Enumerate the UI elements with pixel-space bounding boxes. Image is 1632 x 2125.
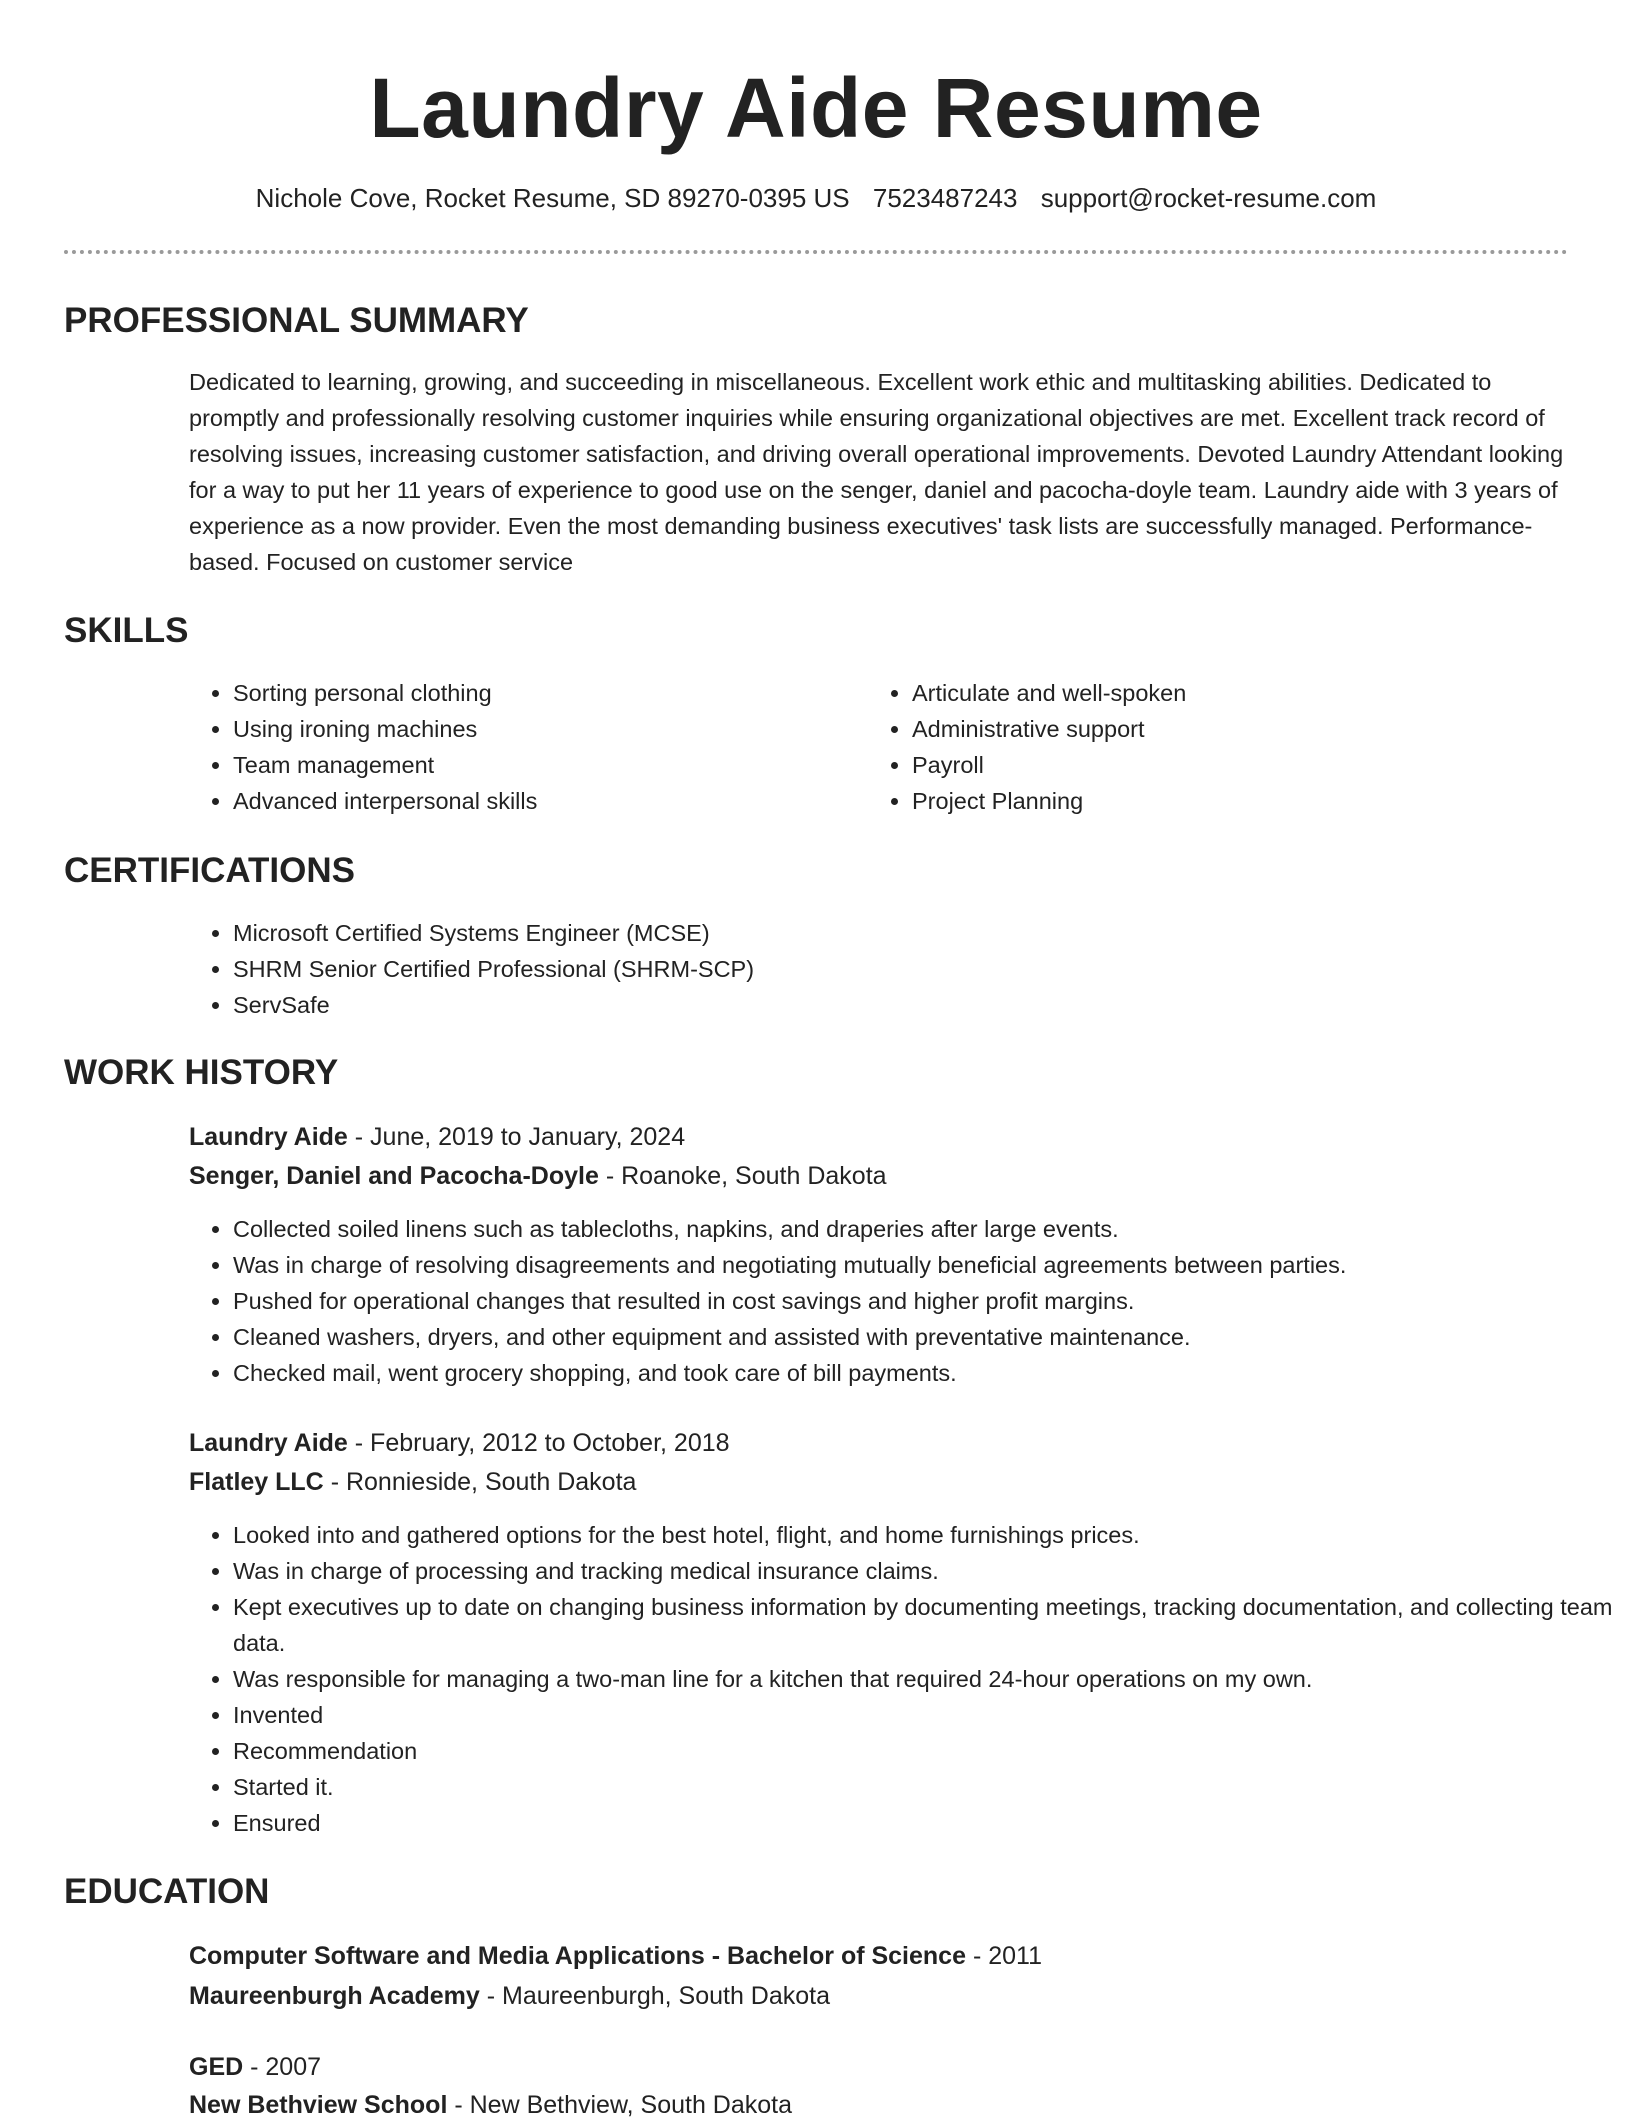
skill-item: • Articulate and well-spoken xyxy=(912,675,1532,711)
job-bullet: • Recommendation xyxy=(233,1733,1613,1769)
education-degree-line xyxy=(189,2047,321,2087)
education-degree-line xyxy=(189,1936,1042,1976)
job-bullet: • Pushed for operational changes that resulted in cost savings and higher profit margins. xyxy=(233,1283,1613,1319)
job-bullet: • Collected soiled linens such as tablecloths, napkins, and draperies after large events. xyxy=(233,1211,1613,1247)
job-title-line xyxy=(189,1423,730,1463)
education-year: - 2007 xyxy=(243,2053,322,2081)
job-company-line xyxy=(189,1156,887,1196)
job-bullet: • Looked into and gathered options for the best hotel, flight, and home furnishings prices. xyxy=(233,1517,1613,1553)
job-bullet: • Ensured xyxy=(233,1805,1613,1841)
certifications-list xyxy=(189,915,1533,1023)
job-bullet: • Kept executives up to date on changing business information by documenting meetings, tracking documentation, and collecting team data. xyxy=(233,1589,1613,1661)
education-degree: GED xyxy=(189,2053,244,2081)
skills-list-right xyxy=(868,675,1532,819)
certification-item: • ServSafe xyxy=(233,987,1533,1023)
skill-item: • Using ironing machines xyxy=(233,711,853,747)
job-bullets xyxy=(189,1517,1613,1841)
education-location: - Maureenburgh, South Dakota xyxy=(479,1982,831,2010)
job-bullet: • Invented xyxy=(233,1697,1613,1733)
job-title: Laundry Aide xyxy=(189,1429,348,1457)
summary-heading: PROFESSIONAL SUMMARY xyxy=(64,301,529,340)
certification-item: • SHRM Senior Certified Professional (SHRM-SCP) xyxy=(233,951,1533,987)
education-school: New Bethview School xyxy=(189,2091,448,2119)
resume-title: Laundry Aide Resume xyxy=(369,61,1263,155)
job-bullet: • Was in charge of resolving disagreements and negotiating mutually beneficial agreements between parties. xyxy=(233,1247,1613,1283)
job-bullet: • Cleaned washers, dryers, and other equipment and assisted with preventative maintenance. xyxy=(233,1319,1613,1355)
skill-item: • Administrative support xyxy=(912,711,1532,747)
education-school-line xyxy=(189,1976,830,2016)
certification-item: • Microsoft Certified Systems Engineer (MCSE) xyxy=(233,915,1533,951)
job-title-line xyxy=(189,1117,685,1157)
job-location: - Roanoke, South Dakota xyxy=(598,1162,887,1190)
contact-address: Nichole Cove, Rocket Resume, SD 89270-0395 US xyxy=(255,183,850,213)
header-divider xyxy=(64,250,1568,254)
skills-list-left xyxy=(189,675,853,819)
job-dates: - February, 2012 to October, 2018 xyxy=(347,1429,730,1457)
job-bullet: • Checked mail, went grocery shopping, and took care of bill payments. xyxy=(233,1355,1613,1391)
contact-line xyxy=(0,180,1632,216)
job-title: Laundry Aide xyxy=(189,1123,348,1151)
job-company: Senger, Daniel and Pacocha-Doyle xyxy=(189,1162,599,1190)
job-company-line xyxy=(189,1462,636,1502)
summary-text: Dedicated to learning, growing, and succeeding in miscellaneous. Excellent work ethic and multitasking abilities. Dedicated to promptly and professionally resolving customer inquiries while ensuring organizational objectives are met. Excellent track record of resolving issues, increasing customer satisfaction, and driving overall operational improvements. Devoted Laundry Attendant looking for a way to put her 11 years of experience to good use on the senger, daniel and pacocha-doyle team. Laundry aide with 3 years of experience as a now provider. Even the most demanding business executives' task lists are successfully managed. Performance-based. Focused on customer service xyxy=(189,369,1564,575)
job-bullet: • Was in charge of processing and tracking medical insurance claims. xyxy=(233,1553,1613,1589)
work-history-heading: WORK HISTORY xyxy=(64,1053,339,1092)
skill-item: • Team management xyxy=(233,747,853,783)
job-location: - Ronnieside, South Dakota xyxy=(323,1468,637,1496)
skills-heading: SKILLS xyxy=(64,611,189,650)
job-bullet: • Started it. xyxy=(233,1769,1613,1805)
education-year: - 2011 xyxy=(966,1942,1042,1970)
skill-item: • Project Planning xyxy=(912,783,1532,819)
education-location: - New Bethview, South Dakota xyxy=(447,2091,793,2119)
job-bullet: • Was responsible for managing a two-man line for a kitchen that required 24-hour operations on my own. xyxy=(233,1661,1613,1697)
contact-email: support@rocket-resume.com xyxy=(1040,183,1377,213)
job-company: Flatley LLC xyxy=(189,1468,324,1496)
job-dates: - June, 2019 to January, 2024 xyxy=(347,1123,686,1151)
contact-phone: 7523487243 xyxy=(872,183,1018,213)
education-school: Maureenburgh Academy xyxy=(189,1982,480,2010)
education-school-line xyxy=(189,2085,792,2125)
job-bullets xyxy=(189,1211,1613,1391)
skill-item: • Sorting personal clothing xyxy=(233,675,853,711)
education-heading: EDUCATION xyxy=(64,1872,270,1911)
certifications-heading: CERTIFICATIONS xyxy=(64,851,356,890)
skill-item: • Payroll xyxy=(912,747,1532,783)
education-degree: Computer Software and Media Applications - Bachelor of Science xyxy=(189,1942,966,1970)
skill-item: • Advanced interpersonal skills xyxy=(233,783,853,819)
